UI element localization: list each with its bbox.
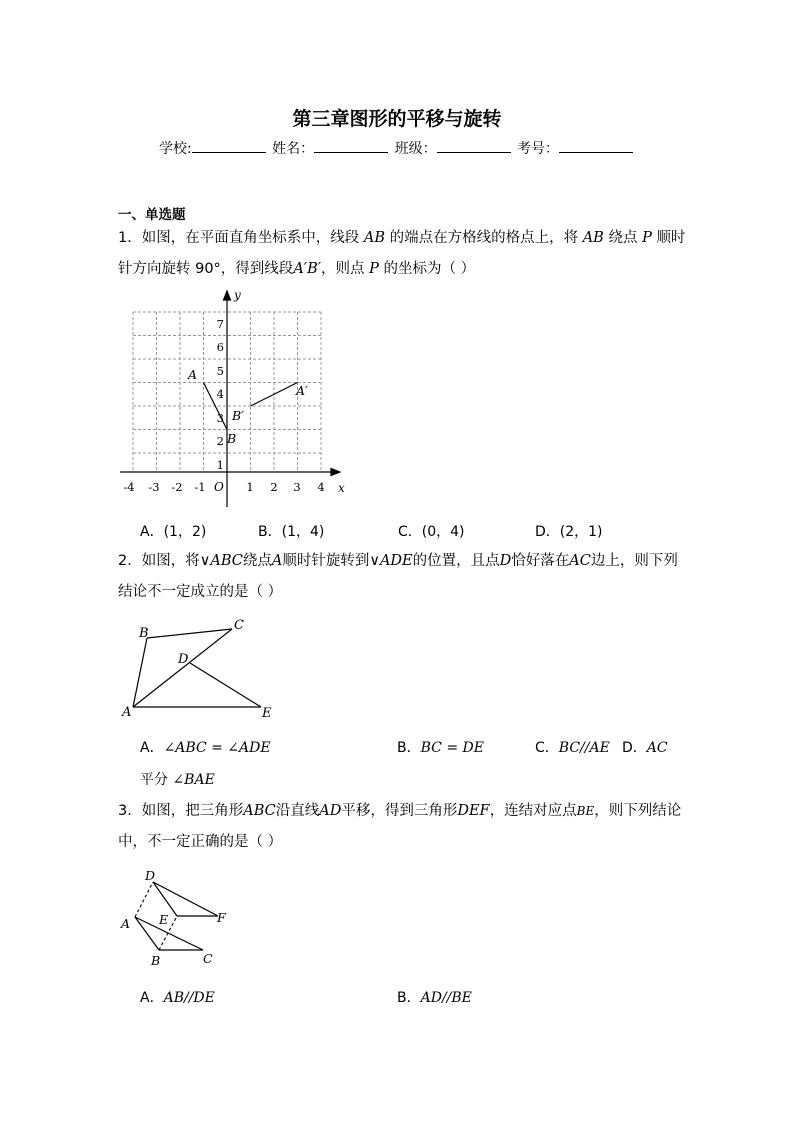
point-A-label: A — [121, 916, 131, 931]
point-B-label: B — [139, 626, 149, 641]
number-label: 考号： — [517, 141, 560, 157]
school-label: 学校: — [158, 141, 192, 157]
y-axis-arrow — [224, 291, 231, 300]
q1-text-line2: 针方向旋转 90°，得到线段A′B′，则点 P 的坐标为（ ） — [118, 261, 476, 277]
q1-text-line1: 1．如图，在平面直角坐标系中，线段 AB 的端点在方格线的格点上，将 AB 绕点 P 顺时 — [118, 230, 686, 246]
point-B-prime-label: B′ — [232, 408, 245, 423]
point-B-label: B — [151, 953, 161, 968]
q3-text-line1: 3．如图，把三角形ABC沿直线AD平移，得到三角形DEF，连结对应点BE，则下列结论 — [118, 803, 682, 819]
point-D-label: D — [145, 868, 156, 883]
name-blank[interactable] — [314, 140, 388, 153]
q1-coordinate-figure — [110, 285, 360, 510]
q2-option-b[interactable]: B．BC = DE — [397, 740, 484, 756]
q2-triangle-figure — [118, 613, 288, 723]
x-tick-label: 4 — [317, 480, 325, 494]
segment-AC — [135, 917, 203, 950]
segment-DE — [153, 882, 177, 916]
point-E-label: E — [159, 912, 169, 927]
y-tick-label: 7 — [216, 317, 224, 331]
point-F-label: F — [217, 910, 226, 925]
q1-option-a[interactable]: A．(1，2) — [140, 524, 207, 540]
segment-DF — [153, 882, 218, 916]
point-D-label: D — [178, 652, 189, 667]
q3-text-line2: 中，不一定正确的是（ ） — [118, 834, 283, 850]
x-tick-label: -1 — [194, 480, 206, 494]
x-tick-label: 3 — [293, 480, 301, 494]
q2-option-c[interactable]: C．BC//AE — [535, 740, 610, 756]
y-tick-label: 3 — [216, 411, 224, 425]
segment-AB — [133, 638, 147, 707]
section-heading: 一、单选题 — [118, 207, 186, 223]
point-A-prime-label: A′ — [296, 383, 308, 398]
point-A-label: A — [122, 705, 132, 720]
y-tick-label: 2 — [216, 434, 224, 448]
q1-option-c[interactable]: C．(0，4) — [398, 524, 465, 540]
q3-option-a[interactable]: A．AB//DE — [140, 990, 215, 1006]
point-E-label: E — [262, 706, 272, 721]
segment-BC — [147, 629, 232, 638]
q1-option-b[interactable]: B．(1，4) — [258, 524, 325, 540]
y-tick-label: 5 — [216, 364, 224, 378]
x-tick-label: -3 — [148, 480, 160, 494]
dashed-segment-AD — [135, 882, 153, 917]
y-axis-label: y — [234, 288, 241, 302]
origin-label: O — [214, 480, 224, 494]
x-tick-label: -4 — [123, 480, 135, 494]
y-tick-label: 6 — [216, 340, 224, 354]
x-tick-label: 2 — [270, 480, 278, 494]
x-axis-label: x — [338, 481, 345, 495]
segment-DE — [190, 663, 261, 707]
segment-AB — [135, 917, 159, 950]
q2-text-line1: 2．如图，将∨ABC绕点A顺时针旋转到∨ADE的位置，且点D恰好落在AC边上，则下列 — [118, 553, 678, 569]
x-axis-arrow — [331, 469, 340, 476]
point-A-label: A — [188, 367, 198, 382]
y-tick-label: 1 — [216, 458, 224, 472]
q2-option-a[interactable]: A．∠ABC = ∠ADE — [140, 740, 271, 756]
class-blank[interactable] — [437, 140, 511, 153]
q2-option-d-continued: 平分 ∠BAE — [140, 772, 215, 788]
point-B-label: B — [227, 431, 237, 446]
point-C-label: C — [234, 618, 244, 633]
q2-option-d[interactable]: D．AC — [622, 740, 668, 756]
name-label: 姓名： — [272, 141, 315, 157]
y-tick-label: 4 — [216, 387, 224, 401]
q3-translation-figure — [115, 862, 240, 972]
school-blank[interactable] — [192, 140, 266, 153]
q3-option-b[interactable]: B．AD//BE — [397, 990, 472, 1006]
page-title: 第三章图形的平移与旋转 — [292, 108, 502, 130]
student-info-line — [0, 138, 794, 158]
point-C-label: C — [203, 951, 213, 966]
x-tick-label: 1 — [246, 480, 254, 494]
q2-text-line2: 结论不一定成立的是（ ） — [118, 584, 283, 600]
q1-option-d[interactable]: D．(2，1) — [535, 524, 603, 540]
number-blank[interactable] — [559, 140, 633, 153]
class-label: 班级： — [394, 141, 437, 157]
x-tick-label: -2 — [171, 480, 183, 494]
